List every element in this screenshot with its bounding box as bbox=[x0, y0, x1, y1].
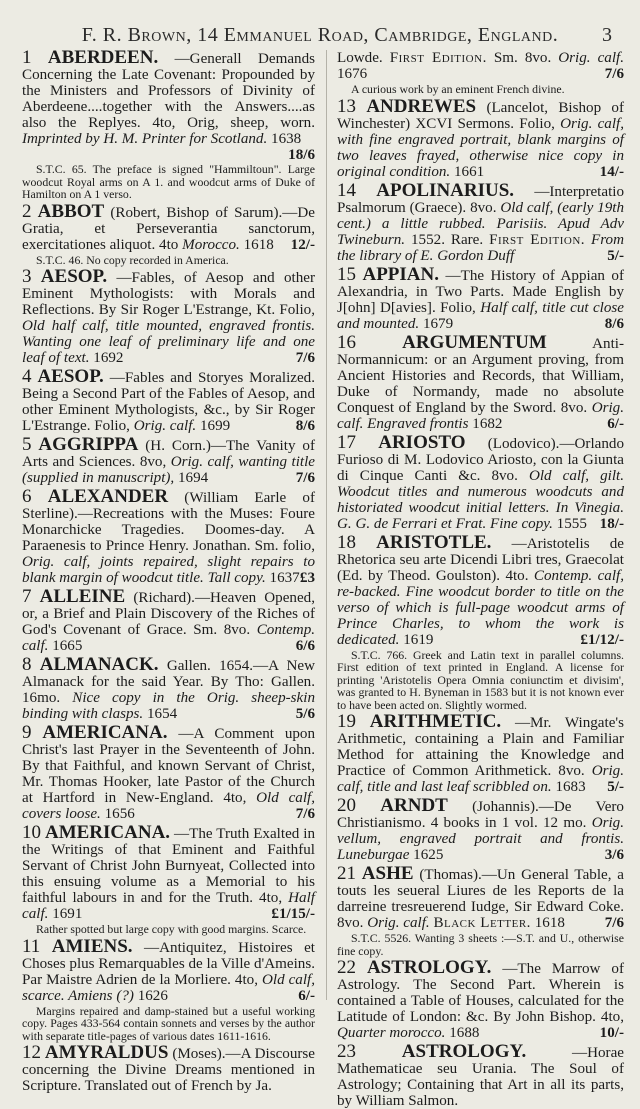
entry-price: 18/6 bbox=[288, 147, 315, 163]
entry-number: 6 bbox=[22, 486, 32, 507]
entry-price: £1/12/- bbox=[580, 631, 624, 648]
entry-year: 1691 bbox=[52, 906, 83, 922]
entry-description: —Interpretatio Psalmorum (Graece). 8vo. bbox=[337, 183, 624, 216]
entry-year: 1694 bbox=[177, 470, 209, 486]
entry-description: —Fables, of Aesop and other Eminent Mythologists: with Morals and Reflections. By Sir Roger L'Estrange, Kt. Folio, bbox=[22, 270, 315, 318]
entry-price: 8/6 bbox=[295, 418, 315, 434]
entry-price: 7/6 bbox=[295, 806, 315, 822]
entry-heading: APOLINARIUS. bbox=[376, 179, 515, 201]
entry-description: —Generall Demands Concerning the Late Covenant: Propounded by the Ministers and Professors of Divinity of Aberdeene....together with the Answers....as also the Replyes. 4to, Orig, sheep, worn. bbox=[22, 51, 315, 131]
catalogue-entry bbox=[337, 179, 624, 264]
entry-heading: ASTROLOGY. bbox=[366, 957, 492, 978]
entry-binding: Nice copy in the Orig. sheep-skin binding with clasps. bbox=[22, 690, 315, 722]
entry-number: 13 bbox=[337, 95, 356, 117]
entry-description: Gallen. 1654.—A New Almanack for the said Year. By Tho: Gallen. 16mo. bbox=[22, 658, 315, 706]
entry-heading: ASHE bbox=[361, 863, 414, 884]
entry-price: 6/- bbox=[607, 415, 624, 432]
running-head bbox=[0, 24, 640, 48]
entry-description: (H. Corn.)—The Vanity of Arts and Sciences. 8vo, bbox=[22, 438, 315, 470]
entry-heading: ARISTOTLE. bbox=[376, 531, 492, 553]
entry-number: 2 bbox=[22, 200, 32, 222]
entry-binding: Quarter morocco. bbox=[337, 1025, 446, 1041]
entry-description: (Moses).—A Discourse concerning the Divine Dreams mentioned in Scripture. Translated out of French by Ja. bbox=[22, 1046, 315, 1094]
entry-heading: AESOP. bbox=[40, 266, 108, 287]
entry-heading: AMERICANA. bbox=[42, 722, 168, 743]
catalogue-entry bbox=[22, 47, 315, 201]
entry-heading: ANDREWES bbox=[366, 95, 477, 117]
entry-description: —Antiquitez, Histoires et Choses plus Remarquables de la Ville d'Ameins. Par Maistre Adrien de la Morliere. 4to, bbox=[22, 939, 315, 988]
entry-number: 16 bbox=[337, 331, 356, 353]
entry-heading: ARNDT bbox=[380, 795, 448, 816]
entry-typeface: Black Letter. bbox=[433, 915, 531, 931]
entry-price: 7/6 bbox=[604, 66, 624, 82]
catalogue-entry bbox=[337, 1041, 624, 1109]
entry-year: 1665 bbox=[52, 638, 83, 654]
running-title: F. R. Brown, 14 Emmanuel Road, Cambridge, England. bbox=[81, 24, 559, 46]
entry-heading: AESOP. bbox=[37, 366, 104, 387]
entry-price: £3 bbox=[299, 570, 315, 586]
entry-heading: AMERICANA. bbox=[44, 822, 171, 843]
entry-binding: Morocco. bbox=[182, 236, 240, 253]
entry-binding: Old calf, gilt. Woodcut titles and numerous woodcuts and historiated woodcut initial letters. In Vinegia. G. G. de Ferrari et Frat. Fine copy. bbox=[337, 467, 625, 532]
entry-price: 5/6 bbox=[295, 706, 315, 722]
catalogue-entry bbox=[337, 95, 624, 180]
entry-description: Anti-Normannicum: or an Argument proving, from Ancient Histories and Records, that William, Duke of Normandy, made no absolute Conquest of England by the Sword. 8vo. bbox=[337, 335, 624, 416]
entry-price: 7/6 bbox=[604, 915, 624, 931]
catalogue-entry bbox=[337, 795, 624, 863]
entry-heading: AMIENS. bbox=[51, 935, 133, 957]
entry-binding: Orig. calf. Engraved frontis bbox=[337, 399, 624, 432]
catalogue-entry bbox=[337, 431, 625, 532]
entry-description: (Thomas).—Un General Table, a touts les seueral Liures de les Reports de la darreine tresreuerend Iudge, Sir Edward Coke. 8vo. bbox=[337, 867, 624, 931]
entry-heading: ARGUMENTUM bbox=[402, 331, 547, 353]
entry-number: 14 bbox=[337, 179, 356, 201]
entry-description: (Robert, Bishop of Sarum).—De Gratia, et Perseverantia sanctorum, exercitationes aliquot. 4to bbox=[22, 204, 315, 253]
entry-heading: ALMANACK. bbox=[39, 654, 159, 675]
entry-description: —A Comment upon Christ's last Prayer in the Seventeenth of John. By that Faithful, and known Servant of Christ, Mr. Thomas Hooker, late Pastor of the Church at Hartford in New-England. 4to, bbox=[22, 726, 316, 806]
catalogue-entry bbox=[337, 711, 624, 795]
entry-provenance: From the library of E. Gordon Duff bbox=[337, 231, 624, 264]
left-column bbox=[22, 47, 316, 1094]
entry-number: 17 bbox=[337, 431, 356, 453]
entry-number: 21 bbox=[337, 863, 356, 884]
entry-price: 12/- bbox=[290, 236, 315, 253]
entry-note: A curious work by an eminent French divine. bbox=[351, 82, 565, 96]
catalogue-entry bbox=[22, 722, 316, 822]
entry-year: 1676 bbox=[337, 66, 368, 82]
entry-binding: Old calf, (early 19th cent.) a little rubbed. Parisiis. Apud Adv Twineburn. bbox=[337, 199, 624, 248]
catalogue-entry bbox=[22, 434, 315, 486]
entry-binding: Half calf, title cut close and mounted. bbox=[337, 299, 624, 332]
entry-price: 5/- bbox=[607, 779, 624, 795]
catalogue-entry bbox=[22, 1042, 315, 1094]
entry-heading: ARITHMETIC. bbox=[369, 711, 502, 732]
entry-note: Margins repaired and damp-stained but a useful working copy. Pages 433-564 contain sonnets and verses by the author with separate title-pages of various dates 1611-1616. bbox=[22, 1003, 315, 1043]
entry-description: (William Earle of Sterline).—Recreations with the Muses: Foure Monarchicke Tragedies. Doomes-day. A Paraenesis to Prince Henry. Jonathan. Sm. folio, bbox=[22, 490, 316, 554]
entry-year: 1679 bbox=[422, 315, 454, 332]
entry-binding: Orig. calf, wanting title (supplied in manuscript), bbox=[22, 454, 315, 486]
entry-price: 18/- bbox=[599, 515, 624, 532]
entry-year: 1625 bbox=[413, 847, 444, 863]
entry-year: 1683 bbox=[555, 779, 586, 795]
entry-binding: Contemp. calf. bbox=[22, 622, 316, 654]
entry-year: 1661 bbox=[453, 163, 485, 180]
catalogue-entry bbox=[22, 200, 315, 267]
catalogue-entry bbox=[337, 863, 624, 958]
entry-binding: Old calf, covers loose. bbox=[22, 790, 315, 822]
entry-price: 7/6 bbox=[295, 470, 315, 486]
entry-binding: Contemp. calf, re-backed. Fine woodcut border to title on the verso of which is full-page woodcut arms of Prince Charles, to whom the work is dedicated. bbox=[337, 567, 624, 648]
catalogue-entry bbox=[22, 486, 316, 586]
entry-number: 1 bbox=[22, 47, 32, 68]
entry-note: S.T.C. 766. Greek and Latin text in parallel columns. First edition of text printed in England. A license for printing 'Aristotelis Opera Omnia coniunctim et divisim', was granted to H. Byneman in 1583 but it is not known ever to have been acted on. Slightly wormed. bbox=[337, 647, 624, 712]
catalogue-entry bbox=[337, 263, 624, 332]
entry-price: 6/- bbox=[298, 987, 315, 1004]
entry-binding: Old calf, scarce. Amiens (?) bbox=[22, 971, 315, 1004]
entry-description: —Horae Mathematicae seu Urania. The Soul of Astrology; Containing that Art in all its parts, by William Salmon. bbox=[337, 1045, 624, 1109]
entry-note: Rather spotted but large copy with good margins. Scarce. bbox=[36, 922, 307, 936]
entry-edition: First Edition. bbox=[389, 50, 487, 66]
entry-year: 1637 bbox=[269, 570, 300, 586]
entry-binding: Half calf. bbox=[22, 890, 315, 922]
entry-note: S.T.C. 46. No copy recorded in America. bbox=[36, 252, 229, 267]
entry-heading: APPIAN. bbox=[362, 263, 440, 285]
entry-number: 4 bbox=[22, 366, 32, 387]
catalogue-entry bbox=[337, 957, 624, 1041]
page-number: 3 bbox=[602, 24, 612, 46]
entry-number: 3 bbox=[22, 266, 32, 287]
entry-binding: Orig. calf, with fine engraved portrait, blank margins of two leaves frayed, otherwise nice copy in original condition. bbox=[337, 115, 624, 180]
entry-heading: ALLEINE bbox=[39, 586, 126, 607]
entry-binding: Imprinted by H. M. Printer for Scotland. bbox=[22, 131, 268, 147]
entry-price: 6/6 bbox=[295, 638, 315, 654]
entry-price: 8/6 bbox=[604, 315, 624, 332]
entry-binding: Orig. vellum, engraved portrait and frontis. Luneburgae bbox=[337, 815, 624, 863]
entry-binding: Orig. calf. bbox=[367, 915, 430, 931]
entry-number: 10 bbox=[22, 822, 41, 843]
entry-description: —The Marrow of Astrology. The Second Part. Wherein is contained a Table of Houses, calculated for the Latitude of London: &c. By John Bishop. 4to, bbox=[337, 961, 624, 1025]
entry-binding: Orig. calf. bbox=[133, 418, 197, 434]
entry-number: 15 bbox=[337, 263, 356, 285]
entry-year: 1619 bbox=[403, 631, 434, 648]
entry-price: 10/- bbox=[599, 1025, 624, 1041]
entry-heading: ALEXANDER bbox=[47, 486, 169, 507]
entry-heading: ARIOSTO bbox=[378, 431, 466, 453]
entry-year: 1692 bbox=[93, 350, 124, 366]
catalogue-entry bbox=[22, 366, 315, 434]
entry-heading: AMYRALDUS bbox=[44, 1042, 169, 1063]
entry-heading: ABERDEEN. bbox=[47, 47, 159, 68]
entry-description: Lowde. bbox=[337, 50, 383, 66]
entry-year: 1654 bbox=[146, 706, 178, 722]
entry-year: 1555 bbox=[556, 515, 587, 532]
entry-price: 5/- bbox=[607, 247, 624, 264]
entry-format: Sm. 8vo. bbox=[493, 50, 552, 66]
entry-number: 18 bbox=[337, 531, 356, 553]
entry-number: 19 bbox=[337, 711, 356, 732]
entry-number: 7 bbox=[22, 586, 32, 607]
right-column bbox=[337, 50, 625, 1109]
entry-binding: Orig. calf, title and last leaf scribbled on. bbox=[337, 763, 624, 795]
entry-number: 11 bbox=[22, 935, 41, 957]
entry-year: 1626 bbox=[137, 987, 168, 1004]
entry-year: 1688 bbox=[449, 1025, 480, 1041]
entry-edition: First Edition. bbox=[489, 231, 586, 248]
entry-note: S.T.C. 65. The preface is signed "Hammiltoun". Large woodcut Royal arms on A 1. and woodcut arms of Duke of Hamilton on A 1 verso. bbox=[22, 162, 315, 201]
entry-number: 9 bbox=[22, 722, 32, 743]
entry-number: 8 bbox=[22, 654, 32, 675]
catalogue-entry-continued bbox=[337, 50, 624, 96]
entry-description: —The Truth Exalted in the Writings of that Eminent and Faithful Servant of Christ John Burnyeat, Collected into this ensuing volume as a Memorial to his faithful labours in and for the Truth. 4to, bbox=[22, 826, 316, 906]
entry-description: —Fables and Storyes Moralized. Being a Second Part of the Fables of Aesop, and other Eminent Mythologists, &c., by Sir Roger L'Estrange. Folio, bbox=[22, 370, 315, 434]
catalogue-entry bbox=[337, 331, 624, 432]
entry-price: 3/6 bbox=[604, 847, 624, 863]
entry-binding: Orig. calf, joints repaired, slight repairs to blank margin of woodcut title. Tall copy. bbox=[22, 554, 315, 586]
entry-number: 5 bbox=[22, 434, 32, 455]
entry-binding: Old half calf, title mounted, engraved frontis. Wanting one leaf of preliminary life and one leaf of text. bbox=[22, 318, 315, 366]
entry-description: —Mr. Wingate's Arithmetic, containing a Plain and Familiar Method for attaining the Knowledge and Practice of Common Arithmetick. 8vo. bbox=[337, 715, 624, 779]
entry-description: (Lodovico).—Orlando Furioso di M. Lodovico Ariosto, con la Giunta di Cinque Canti &c. 8vo. bbox=[337, 435, 624, 484]
entry-year: 1638 bbox=[271, 131, 302, 147]
catalogue-entry bbox=[22, 935, 315, 1043]
catalogue-entry bbox=[22, 586, 316, 654]
entry-year: 1656 bbox=[104, 806, 135, 822]
entry-binding: Orig. calf. bbox=[558, 50, 624, 66]
entry-year: 1618 bbox=[534, 915, 565, 931]
entry-price: £1/15/- bbox=[271, 906, 315, 922]
entry-heading: ASTROLOGY. bbox=[401, 1041, 527, 1062]
entry-description: (Lancelot, Bishop of Winchester) XCVI Sermons. Folio, bbox=[337, 99, 624, 132]
catalogue-entry bbox=[22, 654, 315, 722]
entry-number: 22 bbox=[337, 957, 356, 978]
entry-year: 1699 bbox=[199, 418, 231, 434]
entry-description: —The History of Appian of Alexandria, in Two Parts. Made English by J[ohn] D[avies]. Folio, bbox=[337, 267, 624, 316]
entry-price: 14/- bbox=[599, 163, 624, 180]
entry-number: 20 bbox=[337, 795, 356, 816]
entry-number: 12 bbox=[22, 1042, 41, 1063]
catalogue-entry bbox=[22, 266, 315, 366]
entry-price: 7/6 bbox=[295, 350, 315, 366]
entry-note: S.T.C. 5526. Wanting 3 sheets :—S.T. and U., otherwise fine copy. bbox=[337, 931, 624, 958]
entry-description: —Aristotelis de Rhetorica seu arte Dicendi Libri tres, Graecolat (Ed. by Theod. Goulston). 4to. bbox=[337, 535, 624, 584]
entry-number: 23 bbox=[337, 1041, 356, 1062]
catalogue-entry bbox=[22, 822, 316, 936]
entry-year: 1618 bbox=[243, 236, 274, 253]
entry-heading: AGGRIPPA bbox=[38, 434, 139, 455]
entry-description: (Richard).—Heaven Opened, or, a Brief and Plain Discovery of the Riches of God's Covenant of Grace. Sm. 8vo. bbox=[22, 590, 315, 638]
catalogue-entry bbox=[337, 531, 624, 712]
entry-description: (Johannis).—De Vero Christianismo. 4 books in 1 vol. 12 mo. bbox=[337, 799, 624, 831]
entry-year: 1682 bbox=[472, 415, 503, 432]
entry-year: 1552. Rare. bbox=[411, 231, 484, 248]
column-divider bbox=[326, 50, 327, 1000]
entry-heading: ABBOT bbox=[37, 200, 105, 222]
